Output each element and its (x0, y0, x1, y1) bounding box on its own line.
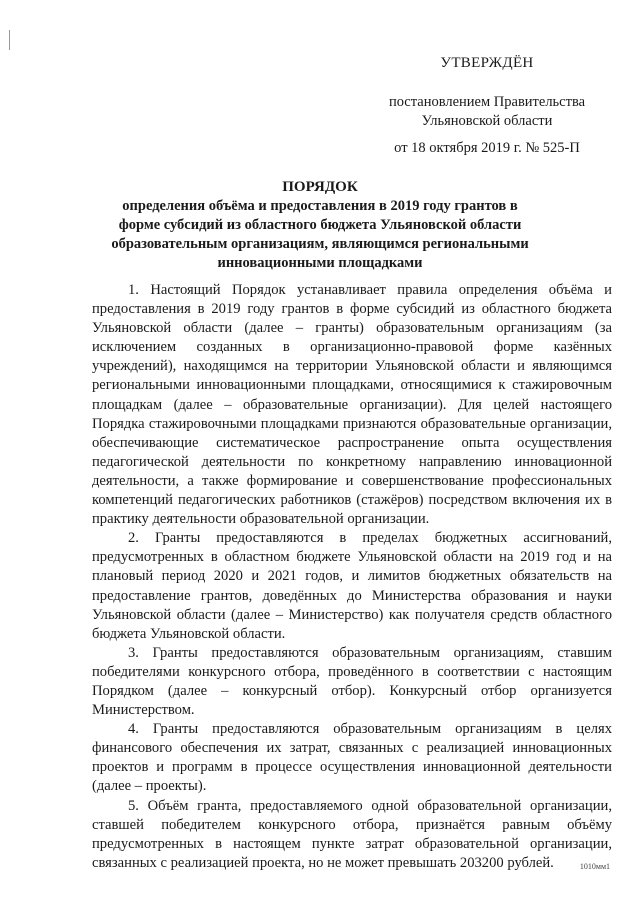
paragraph-2: 2. Гранты предоставляются в пределах бюджетных ассигнований, предусмотренных в областном бюджете Ульяновской области на 2019 год и на плановый период 2020 и 2021 годов, и лимитов бюджетных обязательств на предоставление грантов, доведённых до Министерства образования и науки Ульяновской области (далее – Министерство) как получателя средств областного бюджета Ульяновской области. (92, 530, 612, 642)
paragraph-4: 4. Гранты предоставляются образовательным организациям в целях финансового обеспечения их затрат, связанных с реализацией инновационных проектов и программ в процессе осуществления инновационной деятельности (далее – проекты). (92, 721, 612, 795)
title-main: ПОРЯДОК (282, 179, 358, 195)
approval-line-1: постановлением Правительства (388, 94, 586, 110)
title-subtitle: определения объёма и предоставления в 2019 году грантов в форме субсидий из областного бюджета Ульяновской области образовательным организациям, являющимся региональными инновационными площадками (111, 198, 529, 271)
document-body (92, 281, 612, 873)
approval-heading: УТВЕРЖДЁН (440, 55, 534, 71)
paragraph-5: 5. Объём гранта, предоставляемого одной образовательной организации, ставшей победителем конкурсного отбора, признаётся равным объёму предусмотренных в настоящем пункте затрат образовательной организации, связанных с реализацией проекта, но не может превышать 203200 рублей. (92, 797, 612, 871)
paragraph-3: 3. Гранты предоставляются образовательным организациям, ставшим победителями конкурсного отбора, проведённого в соответствии с настоящим Порядком (далее – конкурсный отбор). Конкурсный отбор организуется Министерством. (92, 644, 612, 719)
approval-line-2: Ульяновской области (421, 113, 553, 129)
scan-mark (9, 30, 10, 50)
paragraph-1: 1. Настоящий Порядок устанавливает правила определения объёма и предоставления в 2019 году грантов в форме субсидий из областного бюджета Ульяновской области (далее – гранты) образовательным организациям (за исключением созданных в организационно-правовой форме казённых учреждений), находящимся на территории Ульяновской области и являющимся региональными инновационными площадками, относящимися к стажировочным площадкам (далее – образовательные организации). Для целей настоящего Порядка стажировочными площадками признаются образовательные организации, обеспечивающие систематическое распространение опыта осуществления педагогической деятельности по конкретному направлению инновационной деятельности, а также формирование и совершенствование профессиональных компетенций педагогических работников (стажёров) посредством включения их в практику деятельности образовательной организации. (92, 282, 612, 528)
approval-date-number: от 18 октября 2019 г. № 525-П (394, 140, 580, 156)
footer-code: 1010мм1 (579, 862, 610, 871)
